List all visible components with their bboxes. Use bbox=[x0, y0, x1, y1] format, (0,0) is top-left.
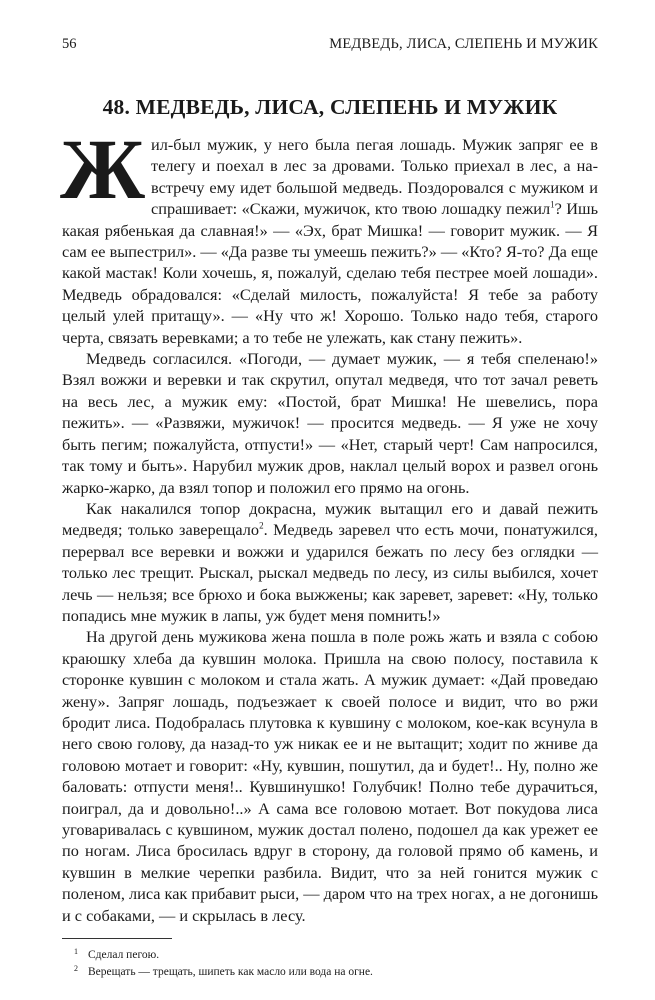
paragraph-3 bbox=[62, 498, 598, 626]
paragraph-1-text-a: ил-был мужик, у него была пегая лошадь. Мужик запряг ее в телегу и поехал в лес за дровами. Только приехал в лес, а навстречу ему идет большой медведь. Поздоровался с мужиком и спрашивает: «Скажи, мужичок, кто твою лошадку пежил bbox=[151, 135, 598, 219]
footnote-text: Сделал пегою. bbox=[88, 949, 160, 962]
footnote-text: Верещать — трещать, шипеть как масло или вода на огне. bbox=[88, 966, 373, 979]
footnote-divider bbox=[62, 938, 172, 939]
footnote-2 bbox=[62, 964, 598, 981]
footnote-ref-2[interactable]: 2 bbox=[259, 520, 264, 531]
book-page bbox=[62, 36, 598, 981]
paragraph-1-text-b: ? Ишь какая рябенькая да славная!» — «Эх, брат Мишка! — говорит мужик. — Я сам ее выпестрил». — «Да разве ты умеешь пежить?» — «Кто? Я-то? Да еще какой мастак! Коли хочешь, я, пожалуй, сделаю тебя пестрее моей лошади». Медведь обрадовался: «Сделай милость, пожалуйста! Я тебе за работу целый улей притащу». — «Ну что ж! Хорошо. Только надо тебя, старого черта, связать веревками; а то тебе не улежать, как стану пежить». bbox=[62, 199, 598, 347]
footnote-number: 2 bbox=[74, 964, 78, 974]
paragraph-1 bbox=[60, 121, 598, 348]
page-number: 56 bbox=[62, 36, 77, 52]
running-title: МЕДВЕДЬ, ЛИСА, СЛЕПЕНЬ И МУЖИК bbox=[329, 36, 598, 52]
story-text bbox=[60, 121, 598, 926]
paragraph-3-text-b: . Медведь заревел что есть мочи, понатужился, перервал все веревки и вожжи и ударился бежать по лесу без оглядки — только лес трещит. Рыскал, рыскал медведь по лесу, из силы выбился, хочет лечь — нельзя; все брюхо и бока выжжены; как заревет, заревет: «Ну, только попадись мне мужик в лапы, уж будет меня помнить!» bbox=[62, 520, 598, 625]
paragraph-3-text-a: Как накалился топор докрасна, мужик вытащил его и давай пежить медведя; только заверещало bbox=[62, 498, 598, 540]
chapter-title: 48. МЕДВЕДЬ, ЛИСА, СЛЕПЕНЬ И МУЖИК bbox=[102, 95, 558, 119]
footnote-ref-1[interactable]: 1 bbox=[550, 199, 555, 210]
paragraph-4: На другой день мужикова жена пошла в поле рожь жать и взяла с собою краюшку хлеба да кувшин молока. Пришла на свою полосу, поставила к сторонке кувшин с молоком и стала жать. А мужик думает: «Дай проведаю жену». Запряг лошадь, подъезжает к своей полосе и видит, что во ржи бродит лиса. Подобралась плутовка к кувшину с молоком, кое-как всунула в него свою голову, да назад-то уж никак ее и не вытащит; ходит по жниве да головою мотает и говорит: «Ну, кувшин, пошутил, да и будет!.. Ну, полно же баловать: отпусти меня!.. Кувшинушко! Голубчик! Полно тебе дурачиться, поиграл, да и довольно!..» А сама все головою мотает. Вот покудова лиса уговаривалась с кувшином, мужик достал полено, подошел да как урежет ее по ногам. Лиса бросилась вдруг в сторону, да головой прямо об камень, и кувшин в мелкие черепки разбила. Видит, что за ней гонится мужик с поленом, лиса как прибавит рыси, — даром что на трех ногах, а не догонишь и с собаками, — и скрылась в лесу. bbox=[62, 627, 598, 925]
footnote-1 bbox=[62, 947, 598, 964]
footnote-number: 1 bbox=[74, 947, 78, 957]
footnotes bbox=[62, 947, 598, 981]
page-header bbox=[62, 36, 598, 58]
paragraph-2: Медведь согласился. «Погоди, — думает мужик, — я тебя спеленаю!» Взял вожжи и веревки и так скрутил, опутал медведя, что тот зачал реветь на весь лес, а мужик ему: «Постой, брат Мишка! Не шевелись, пора пежить». — «Развяжи, мужичок! — просится медведь. — Я уже не хочу быть пегим; пожалуйста, отпусти!» — «Нет, старый черт! Сам напросился, так тому и быть». Нарубил мужик дров, наклал целый ворох и развел огонь жарко-жарко, да взял топор и положил его прямо на огонь. bbox=[62, 349, 598, 497]
drop-cap: Ж bbox=[60, 121, 146, 217]
